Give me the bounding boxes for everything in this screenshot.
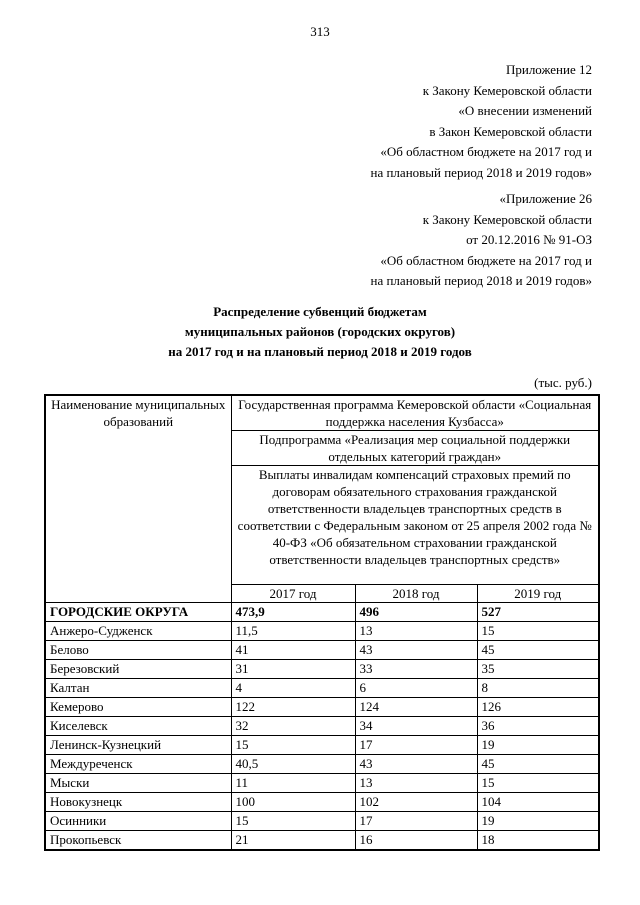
cell-municipality: ГОРОДСКИЕ ОКРУГА — [45, 603, 231, 622]
page-number: 313 — [310, 24, 330, 39]
appendix-line: в Закон Кемеровской области — [429, 123, 592, 139]
cell-municipality: Междуреченск — [45, 755, 231, 774]
document-title — [0, 302, 640, 362]
table-row — [45, 812, 599, 831]
table-row — [45, 774, 599, 793]
cell-2018: 102 — [355, 793, 477, 812]
cell-2017: 32 — [231, 717, 355, 736]
cell-municipality: Калтан — [45, 679, 231, 698]
table-row — [45, 755, 599, 774]
cell-2018: 17 — [355, 736, 477, 755]
appendix-header-amendment — [371, 60, 593, 183]
table-row — [45, 660, 599, 679]
cell-2019: 19 — [477, 812, 599, 831]
cell-2019: 36 — [477, 717, 599, 736]
cell-2017: 41 — [231, 641, 355, 660]
cell-2019: 527 — [477, 603, 599, 622]
table-row — [45, 679, 599, 698]
cell-2019: 126 — [477, 698, 599, 717]
cell-2018: 43 — [355, 641, 477, 660]
cell-2017: 21 — [231, 831, 355, 851]
appendix-header-original — [371, 189, 593, 292]
cell-municipality: Киселевск — [45, 717, 231, 736]
appendix-line: к Закону Кемеровской области — [422, 211, 592, 227]
cell-2019: 15 — [477, 622, 599, 641]
appendix-line: «Приложение 26 — [499, 191, 592, 206]
cell-2018: 13 — [355, 622, 477, 641]
appendix-line: «Об областном бюджете на 2017 год и — [380, 252, 592, 268]
cell-2018: 6 — [355, 679, 477, 698]
appendix-line: Приложение 12 — [505, 62, 592, 77]
cell-2017: 122 — [231, 698, 355, 717]
cell-2018: 33 — [355, 660, 477, 679]
year-header-2018: 2018 год — [355, 585, 477, 603]
cell-2017: 4 — [231, 679, 355, 698]
cell-municipality: Новокузнецк — [45, 793, 231, 812]
appendix-line: на плановый период 2018 и 2019 годов» — [370, 273, 592, 288]
cell-2019: 35 — [477, 660, 599, 679]
units-label: (тыс. руб.) — [534, 375, 592, 390]
cell-2019: 15 — [477, 774, 599, 793]
cell-municipality: Ленинск-Кузнецкий — [45, 736, 231, 755]
year-header-2019: 2019 год — [477, 585, 599, 603]
cell-2018: 43 — [355, 755, 477, 774]
appendix-line: от 20.12.2016 № 91-ОЗ — [466, 232, 592, 247]
cell-2019: 104 — [477, 793, 599, 812]
cell-2018: 496 — [355, 603, 477, 622]
cell-2018: 13 — [355, 774, 477, 793]
cell-2019: 19 — [477, 736, 599, 755]
cell-2017: 40,5 — [231, 755, 355, 774]
title-line: на 2017 год и на плановый период 2018 и 2019 годов — [168, 344, 472, 359]
cell-2019: 18 — [477, 831, 599, 851]
title-line: Распределение субвенций бюджетам — [213, 304, 427, 319]
cell-2017: 11,5 — [231, 622, 355, 641]
cell-municipality: Анжеро-Судженск — [45, 622, 231, 641]
program-header: Государственная программа Кемеровской области «Социальная поддержка населения Кузбасса» — [231, 395, 599, 431]
column-header-municipality: Наименование муниципальных образований — [45, 395, 231, 603]
table-row-total — [45, 603, 599, 622]
appendix-line: к Закону Кемеровской области — [422, 82, 592, 98]
table-row — [45, 622, 599, 641]
cell-2018: 16 — [355, 831, 477, 851]
appendix-line: «О внесении изменений — [458, 103, 592, 118]
cell-2019: 45 — [477, 641, 599, 660]
cell-2018: 124 — [355, 698, 477, 717]
table-body — [45, 603, 599, 851]
table-row — [45, 698, 599, 717]
table-row — [45, 641, 599, 660]
cell-2017: 15 — [231, 736, 355, 755]
cell-municipality: Березовский — [45, 660, 231, 679]
cell-2019: 8 — [477, 679, 599, 698]
cell-2017: 473,9 — [231, 603, 355, 622]
cell-2018: 17 — [355, 812, 477, 831]
appendix-line: «Об областном бюджете на 2017 год и — [380, 144, 592, 159]
cell-2017: 31 — [231, 660, 355, 679]
table-row — [45, 717, 599, 736]
cell-municipality: Осинники — [45, 812, 231, 831]
subprogram-header: Подпрограмма «Реализация мер социальной поддержки отдельных категорий граждан» — [231, 431, 599, 466]
title-line: муниципальных районов (городских округов) — [184, 324, 456, 339]
cell-municipality: Мыски — [45, 774, 231, 793]
cell-2017: 11 — [231, 774, 355, 793]
cell-municipality: Прокопьевск — [45, 831, 231, 851]
table-row — [45, 736, 599, 755]
table-row — [45, 793, 599, 812]
cell-municipality: Белово — [45, 641, 231, 660]
appendix-line: на плановый период 2018 и 2019 годов» — [370, 164, 592, 180]
measure-header: Выплаты инвалидам компенсаций страховых премий по договорам обязательного страхования гражданской ответственности владельцев транспортных средств в соответствии с Федеральным законом от 25 апреля 2002 года № 40-ФЗ «Об обязательном страховании гражданской ответственности владельцев транспортных средств» — [231, 466, 599, 585]
table-row — [45, 831, 599, 851]
cell-2017: 15 — [231, 812, 355, 831]
cell-2018: 34 — [355, 717, 477, 736]
subsidy-table — [44, 394, 600, 851]
year-header-2017: 2017 год — [231, 585, 355, 603]
cell-2017: 100 — [231, 793, 355, 812]
cell-2019: 45 — [477, 755, 599, 774]
cell-municipality: Кемерово — [45, 698, 231, 717]
